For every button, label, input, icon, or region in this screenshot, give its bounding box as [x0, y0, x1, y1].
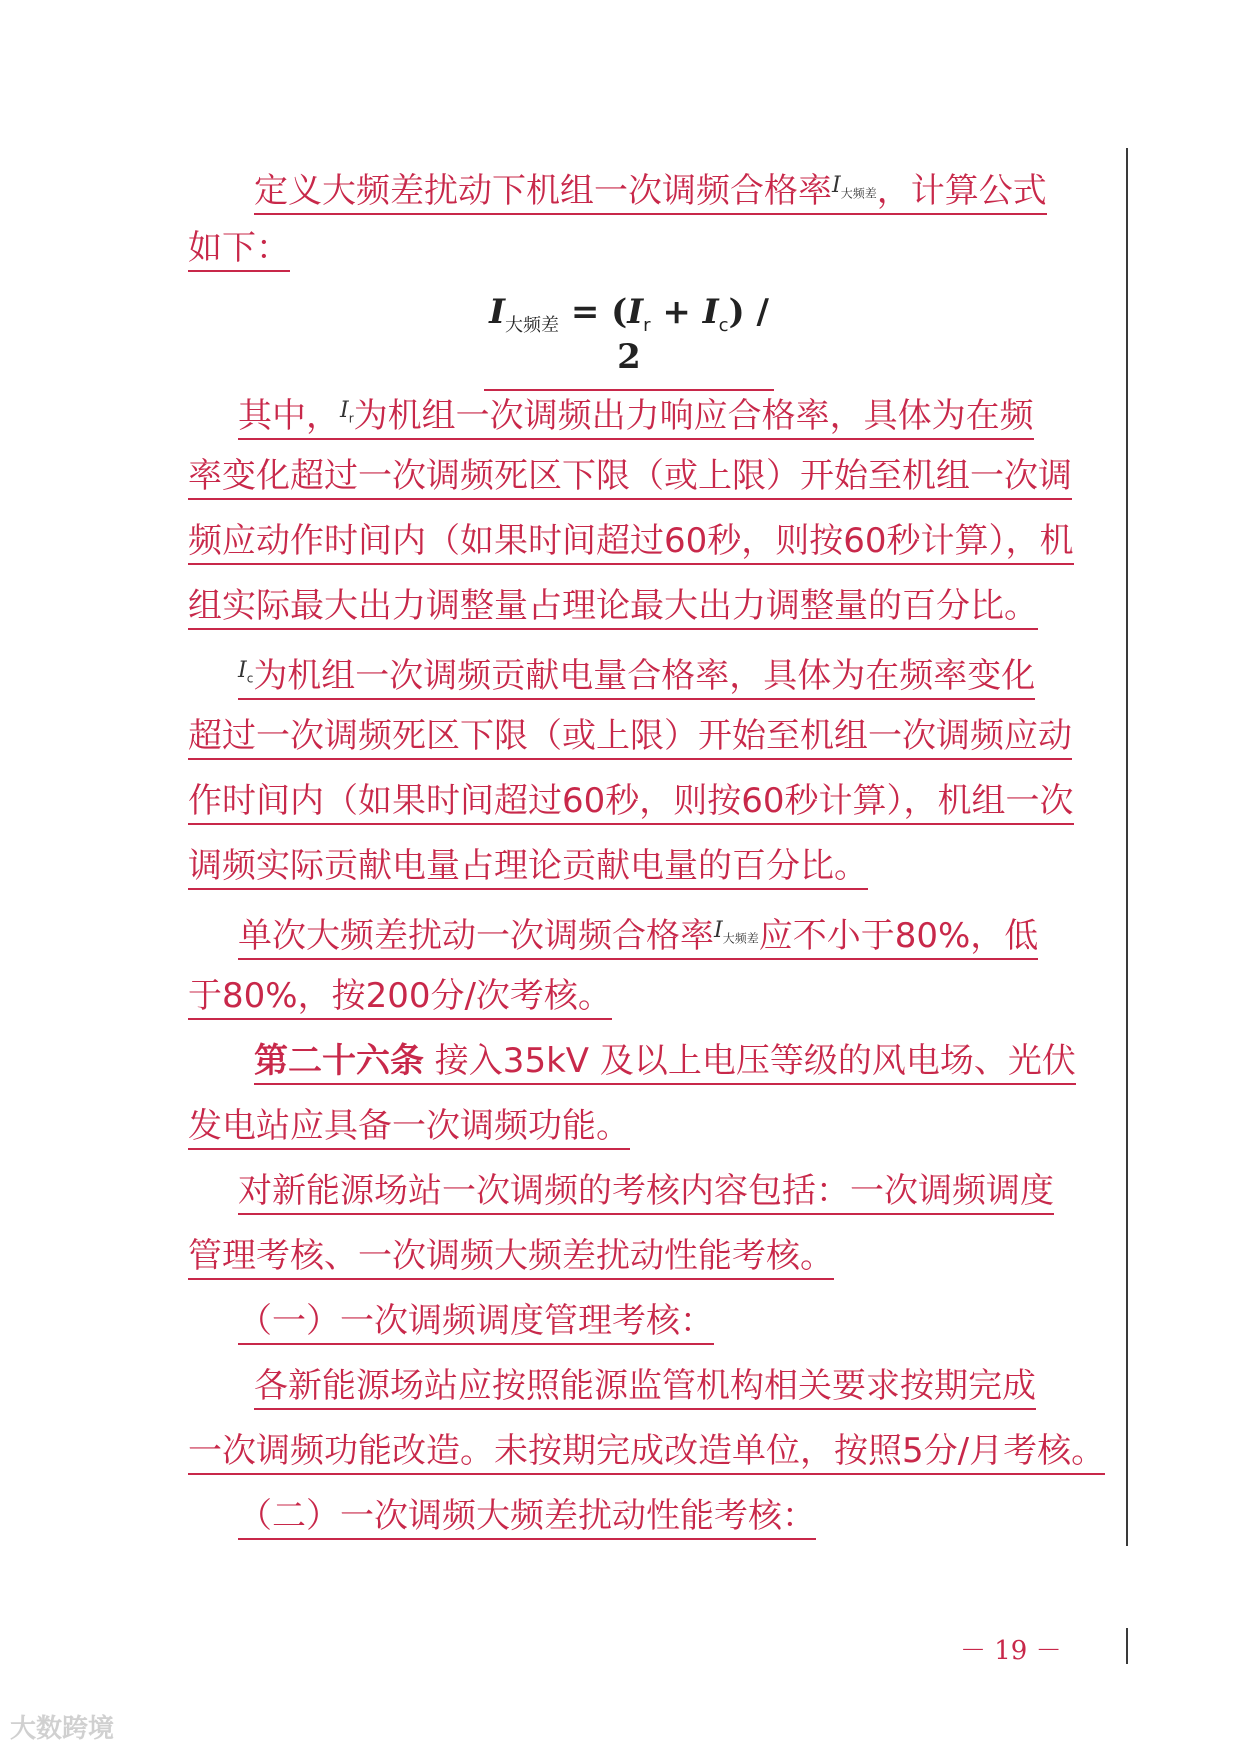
text-line: 超过一次调频死区下限（或上限）开始至机组一次调频应动 [188, 710, 1072, 762]
text-line: 定义大频差扰动下机组一次调频合格率$^{I_{大频差}}$，计算公式 [254, 160, 1047, 212]
text-line: 组实际最大出力调整量占理论最大出力调整量的百分比。 [188, 580, 1038, 632]
text-line: 率变化超过一次调频死区下限（或上限）开始至机组一次调 [188, 450, 1072, 502]
symbol-i-dapincha: I大频差 [832, 173, 877, 201]
text-line: 频应动作时间内（如果时间超过60秒，则按60秒计算），机 [188, 515, 1074, 567]
page-number: － 19 － [960, 1636, 1062, 1666]
text-line: 调频实际贡献电量占理论贡献电量的百分比。 [188, 840, 868, 892]
text-line: 如下： [188, 222, 290, 274]
text-line: 对新能源场站一次调频的考核内容包括：一次调频调度 [238, 1165, 1054, 1217]
article-heading-line: 第二十六条 接入35kV 及以上电压等级的风电场、光伏 [254, 1035, 1076, 1087]
text-line: 单次大频差扰动一次调频合格率$^{I_{大频差}}$应不小于80%，低 [238, 905, 1038, 957]
text-line: 各新能源场站应按照能源监管机构相关要求按期完成 [254, 1360, 1036, 1412]
margin-rule-bottom [1126, 1628, 1128, 1664]
text-line: 其中，$^{I_r}$为机组一次调频出力响应合格率，具体为在频 [238, 385, 1034, 437]
symbol-i-r: Ir [340, 398, 354, 426]
section-heading: （一）一次调频调度管理考核： [238, 1295, 714, 1347]
margin-rule [1126, 148, 1128, 1546]
text-line: 管理考核、一次调频大频差扰动性能考核。 [188, 1230, 834, 1282]
section-heading: （二）一次调频大频差扰动性能考核： [238, 1490, 816, 1542]
formula: $I_{大频差} = (I_r + I_c) / 2$ [484, 292, 774, 391]
text-line: 发电站应具备一次调频功能。 [188, 1100, 630, 1152]
article-number: 第二十六条 [254, 1041, 424, 1081]
watermark-logo: 大数跨境 [10, 1714, 115, 1744]
text-line: $^{I_c}$为机组一次调频贡献电量合格率，具体为在频率变化 [238, 645, 1035, 697]
text-line: 一次调频功能改造。未按期完成改造单位，按照5分/月考核。 [188, 1425, 1105, 1477]
text-line: 于80%，按200分/次考核。 [188, 970, 612, 1022]
text-line: 作时间内（如果时间超过60秒，则按60秒计算），机组一次 [188, 775, 1074, 827]
symbol-i-c: Ic [238, 658, 254, 686]
symbol-i-dapincha-2: I大频差 [714, 918, 759, 946]
